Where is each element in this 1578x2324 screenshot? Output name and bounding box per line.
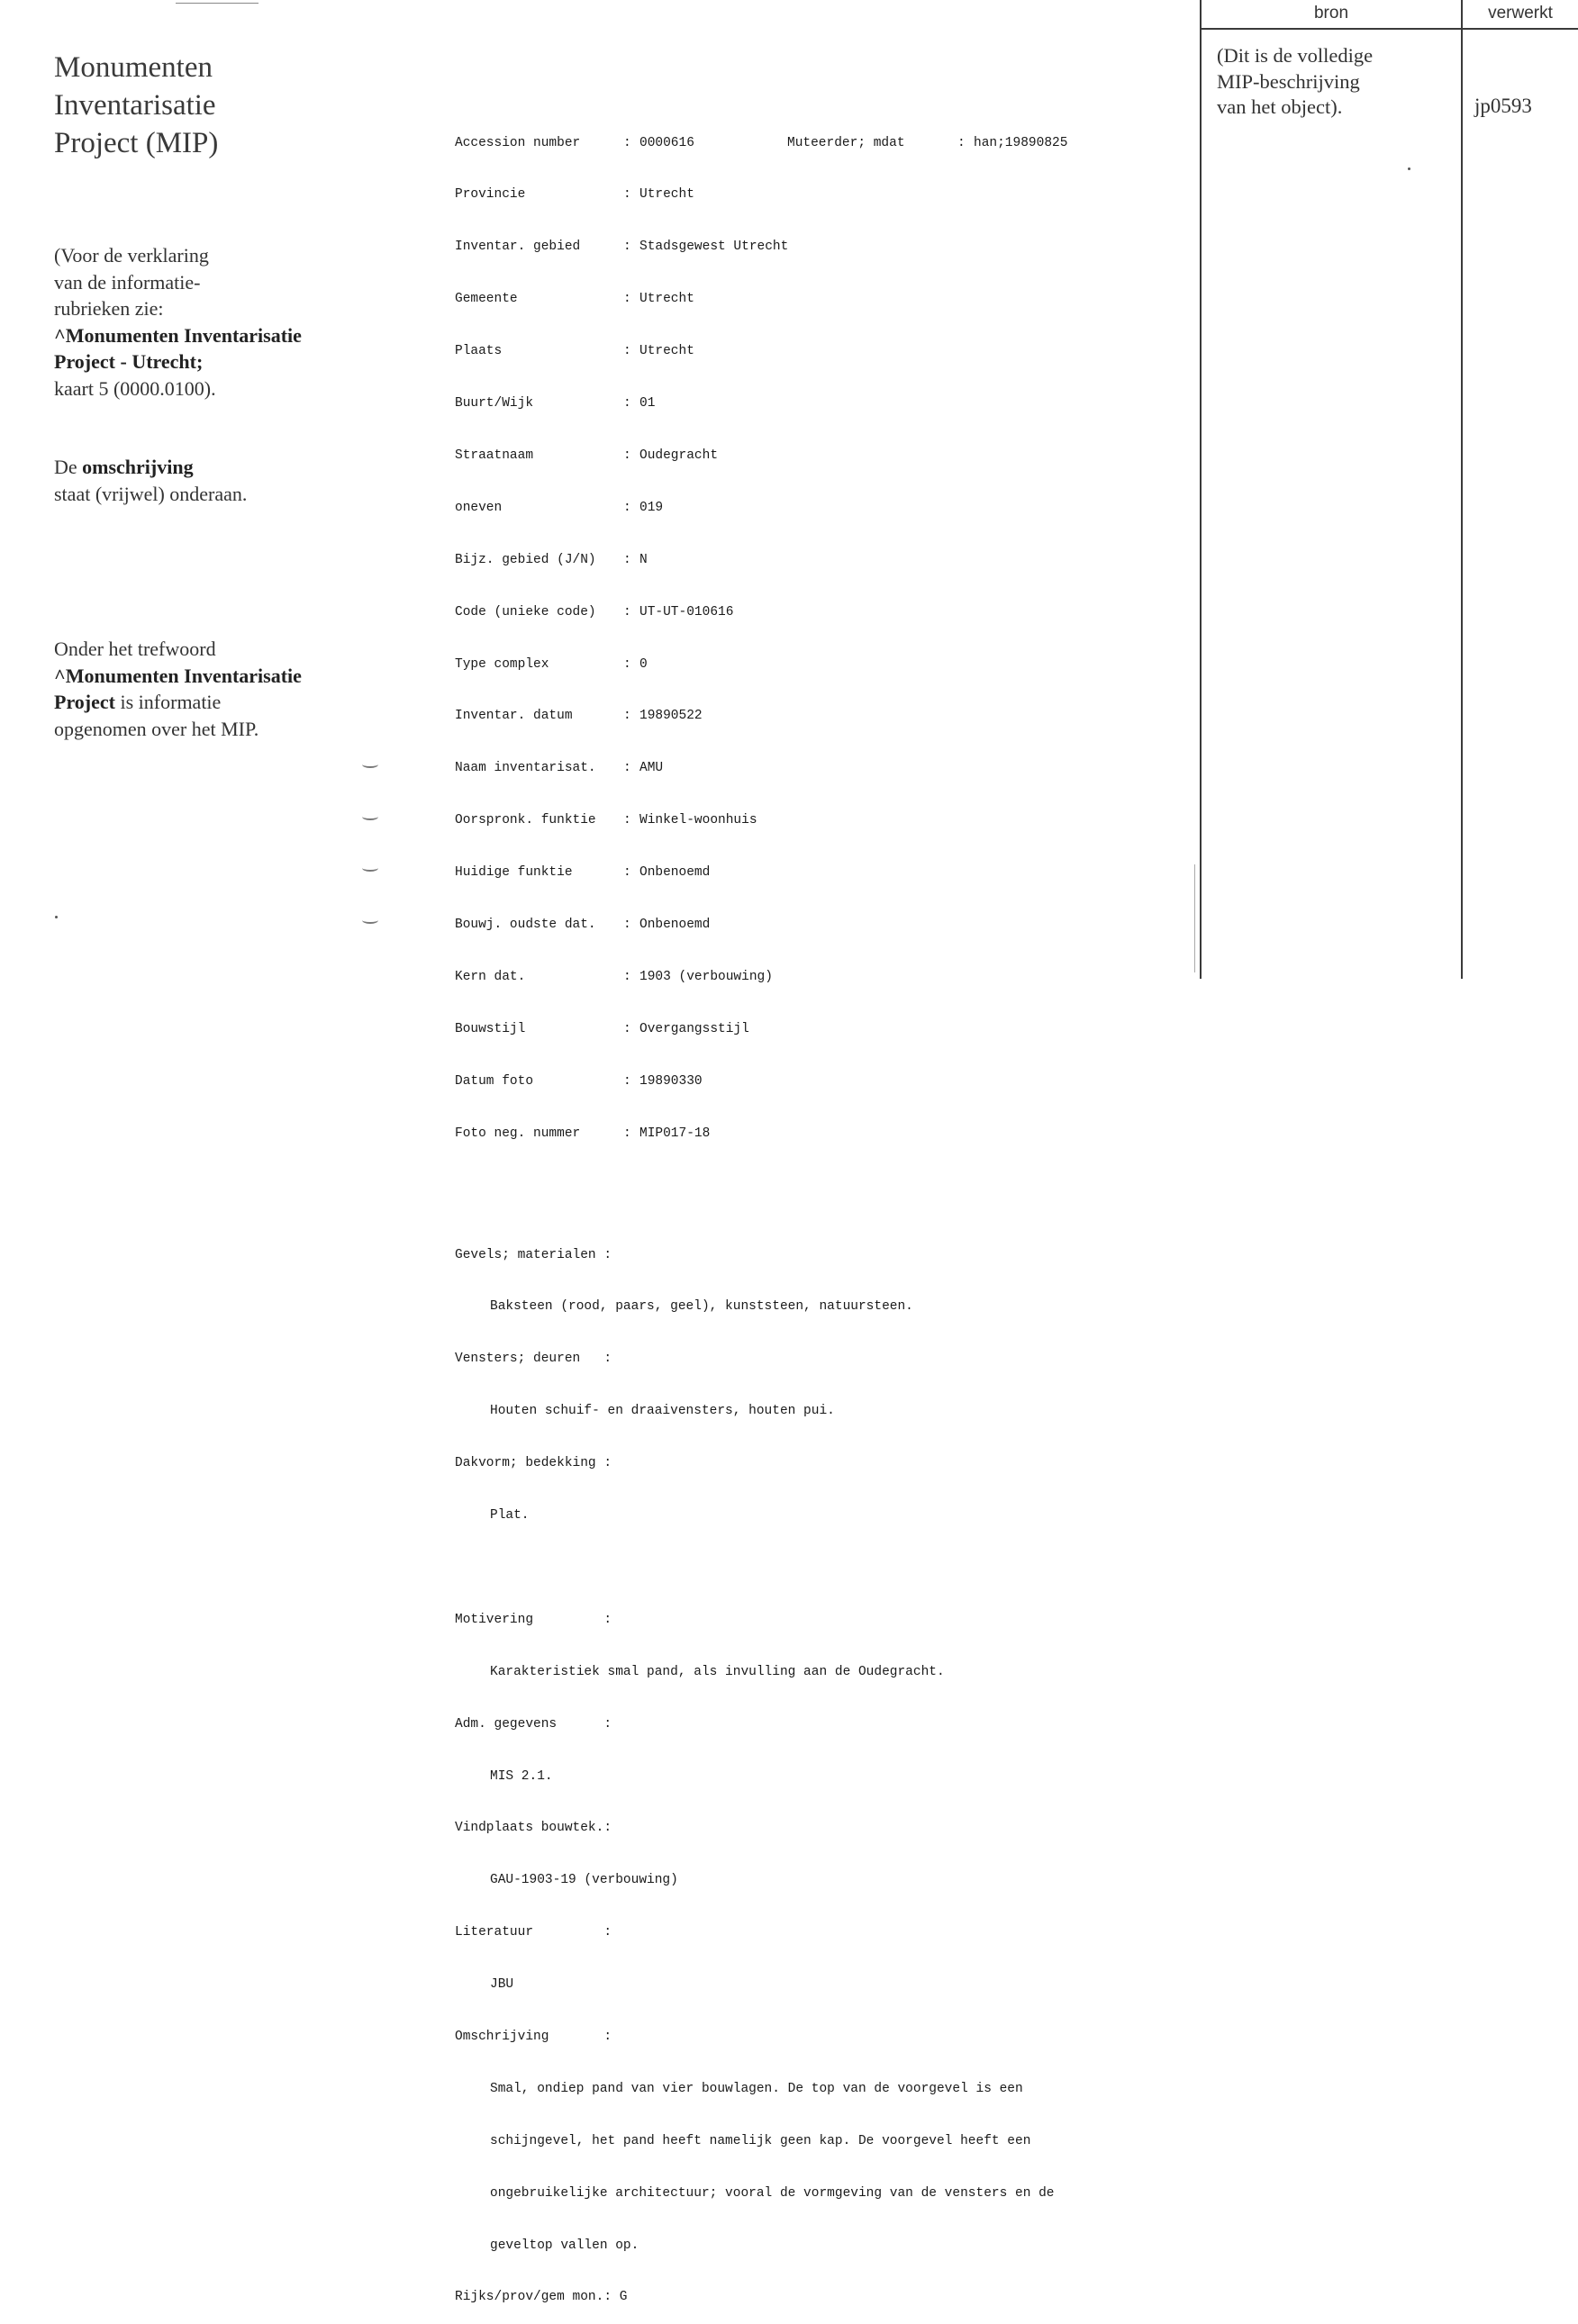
title-line-2: Inventarisatie (54, 89, 216, 122)
field-value: 19890522 (639, 709, 703, 724)
bron-line: van het object). (1217, 95, 1343, 118)
field-value: Winkel-woonhuis (639, 813, 757, 828)
field-value: Utrecht (639, 344, 694, 359)
scan-line (1194, 864, 1195, 972)
field-label: Muteerder; mdat (787, 135, 905, 150)
description-note (54, 454, 247, 507)
omschrijving-label: Omschrijving : (455, 2029, 612, 2044)
note2-line: staat (vrijwel) onderaan. (54, 482, 248, 505)
record-row: Bijz. gebied (J/N) : N (455, 552, 1067, 569)
field-label: Plaats (455, 344, 503, 359)
rijks-value: G (619, 2290, 628, 2305)
motivering-value: Karakteristiek smal pand, als invulling aan de Oudegracht. (490, 1664, 945, 1679)
field-value: UT-UT-010616 (639, 604, 734, 619)
record-row: Straatnaam : Oudegracht (455, 448, 1067, 465)
field-value: Overgangsstijl (639, 1021, 749, 1036)
note3-line: opgenomen over het MIP. (54, 717, 259, 740)
note1-line: van de informatie- (54, 270, 201, 294)
field-label: Foto neg. nummer (455, 1126, 581, 1141)
binder-mark (362, 813, 378, 820)
gevels-value: Baksteen (rood, paars, geel), kunststeen, natuursteen. (490, 1299, 913, 1315)
verwerkt-cell: jp0593 (1474, 95, 1532, 117)
field-label: Provincie (455, 187, 526, 203)
record-row: Inventar. gebied : Stadsgewest Utrecht (455, 239, 1067, 256)
speck (1408, 167, 1410, 170)
binder-mark (362, 864, 378, 872)
record-row: Type complex : 0 (455, 656, 1067, 674)
title-line-1: Monumenten (54, 51, 213, 84)
record-row: Datum foto : 19890330 (455, 1073, 1067, 1090)
note2-prefix: De (54, 456, 83, 478)
field-label: Huidige funktie (455, 865, 573, 881)
note1-line: (Voor de verklaring (54, 244, 209, 267)
field-value: Oudegracht (639, 448, 719, 463)
field-value: N (639, 552, 648, 567)
note1-reference-bold: ^Monumenten Inventarisatie (54, 323, 302, 347)
field-label: Straatnaam (455, 448, 534, 463)
field-value: Stadsgewest Utrecht (639, 240, 789, 255)
field-label: Gemeente (455, 292, 518, 307)
field-label: Naam inventarisat. (455, 761, 596, 776)
field-value: han;19890825 (974, 135, 1068, 150)
binder-mark (362, 761, 378, 768)
field-label: Inventar. gebied (455, 240, 581, 255)
rijks-label: Rijks/prov/gem mon.: (455, 2290, 612, 2305)
gevels-label: Gevels; materialen : (455, 1247, 612, 1262)
page-title (54, 49, 218, 162)
literatuur-label: Literatuur : (455, 1925, 612, 1940)
note3-line: Onder het trefwoord (54, 638, 216, 660)
motivering-label: Motivering : (455, 1612, 612, 1627)
omschrijving-line: Smal, ondiep pand van vier bouwlagen. De top van de voorgevel is een (490, 2081, 1023, 2096)
field-label: Type complex (455, 656, 549, 672)
record-row: Gemeente : Utrecht (455, 291, 1067, 308)
table-border-middle (1461, 0, 1463, 979)
table-border-left (1200, 0, 1202, 979)
record-row: Accession number : 0000616 Muteerder; mdat : han;19890825 (455, 135, 1067, 152)
bron-cell (1217, 43, 1373, 121)
bron-line: MIP-beschrijving (1217, 69, 1360, 93)
vindplaats-label: Vindplaats bouwtek.: (455, 1821, 612, 1836)
field-label: Buurt/Wijk (455, 396, 534, 411)
field-label: Code (unieke code) (455, 604, 596, 619)
field-label: Inventar. datum (455, 709, 573, 724)
field-value: Utrecht (639, 187, 694, 203)
binder-mark (362, 917, 378, 924)
note2-bold: omschrijving (82, 456, 194, 478)
field-label: Kern dat. (455, 969, 526, 984)
field-label: Oorspronk. funktie (455, 813, 596, 828)
field-label: Datum foto (455, 1073, 534, 1089)
note3-bold: ^Monumenten Inventarisatie (54, 664, 302, 687)
field-value: 01 (639, 396, 656, 411)
column-header-bron: bron (1313, 4, 1349, 23)
field-value: Utrecht (639, 292, 694, 307)
dakvorm-label: Dakvorm; bedekking : (455, 1456, 612, 1471)
record-row: Naam inventarisat. : AMU (455, 760, 1067, 777)
explanation-note (54, 242, 302, 402)
record-row: Bouwstijl : Overgangsstijl (455, 1021, 1067, 1038)
top-rule (176, 3, 258, 4)
field-label: oneven (455, 500, 503, 515)
bron-line: (Dit is de volledige (1217, 44, 1374, 67)
record-row: Huidige funktie : Onbenoemd (455, 864, 1067, 882)
column-header-verwerkt: verwerkt (1488, 4, 1553, 23)
record-row: oneven : 019 (455, 500, 1067, 517)
field-label: Bouwj. oudste dat. (455, 917, 596, 932)
field-value: 19890330 (639, 1073, 703, 1089)
field-value: MIP017-18 (639, 1126, 711, 1141)
field-value: 019 (639, 500, 664, 515)
field-label: Bijz. gebied (J/N) (455, 552, 596, 567)
record-row: Bouwj. oudste dat. : Onbenoemd (455, 917, 1067, 934)
note1-line: kaart 5 (0000.0100). (54, 376, 216, 400)
record-row: Foto neg. nummer : MIP017-18 (455, 1126, 1067, 1143)
table-header-rule (1200, 28, 1578, 30)
omschrijving-line: schijngevel, het pand heeft namelijk geen kap. De voorgevel heeft een (490, 2133, 1031, 2148)
vensters-label: Vensters; deuren : (455, 1352, 612, 1367)
omschrijving-line: ongebruikelijke architectuur; vooral de vormgeving van de vensters en de (490, 2185, 1055, 2201)
field-value: AMU (639, 761, 664, 776)
record-row: Provincie : Utrecht (455, 186, 1067, 203)
record-row: Buurt/Wijk : 01 (455, 395, 1067, 412)
title-line-3: Project (MIP) (54, 127, 219, 159)
field-value: Onbenoemd (639, 865, 711, 881)
record-row: Kern dat. : 1903 (verbouwing) (455, 969, 1067, 986)
vindplaats-value: GAU-1903-19 (verbouwing) (490, 1873, 678, 1888)
adm-value: MIS 2.1. (490, 1768, 553, 1784)
note3-rest: is informatie (115, 691, 222, 713)
literatuur-value: JBU (490, 1977, 514, 1993)
mip-record (455, 100, 1067, 2324)
note1-line: rubrieken zie: (54, 297, 164, 320)
field-value: 0000616 (639, 135, 694, 150)
note3-bold: Project (54, 691, 115, 713)
record-row: Inventar. datum : 19890522 (455, 708, 1067, 725)
speck (55, 916, 58, 918)
dakvorm-value: Plat. (490, 1508, 530, 1524)
keyword-note (54, 636, 302, 742)
vensters-value: Houten schuif- en draaivensters, houten pui. (490, 1404, 835, 1419)
field-value: 1903 (verbouwing) (639, 969, 773, 984)
field-label: Bouwstijl (455, 1021, 526, 1036)
record-row: Plaats : Utrecht (455, 343, 1067, 360)
field-label: Accession number (455, 135, 581, 150)
rijks-row (455, 2289, 1067, 2306)
record-row: Code (unieke code) : UT-UT-010616 (455, 604, 1067, 621)
adm-label: Adm. gegevens : (455, 1716, 612, 1732)
omschrijving-line: geveltop vallen op. (490, 2238, 639, 2253)
field-value: 0 (639, 656, 648, 672)
field-value: Onbenoemd (639, 917, 711, 932)
note1-reference-bold: Project - Utrecht; (54, 350, 204, 373)
record-row: Oorspronk. funktie : Winkel-woonhuis (455, 812, 1067, 829)
